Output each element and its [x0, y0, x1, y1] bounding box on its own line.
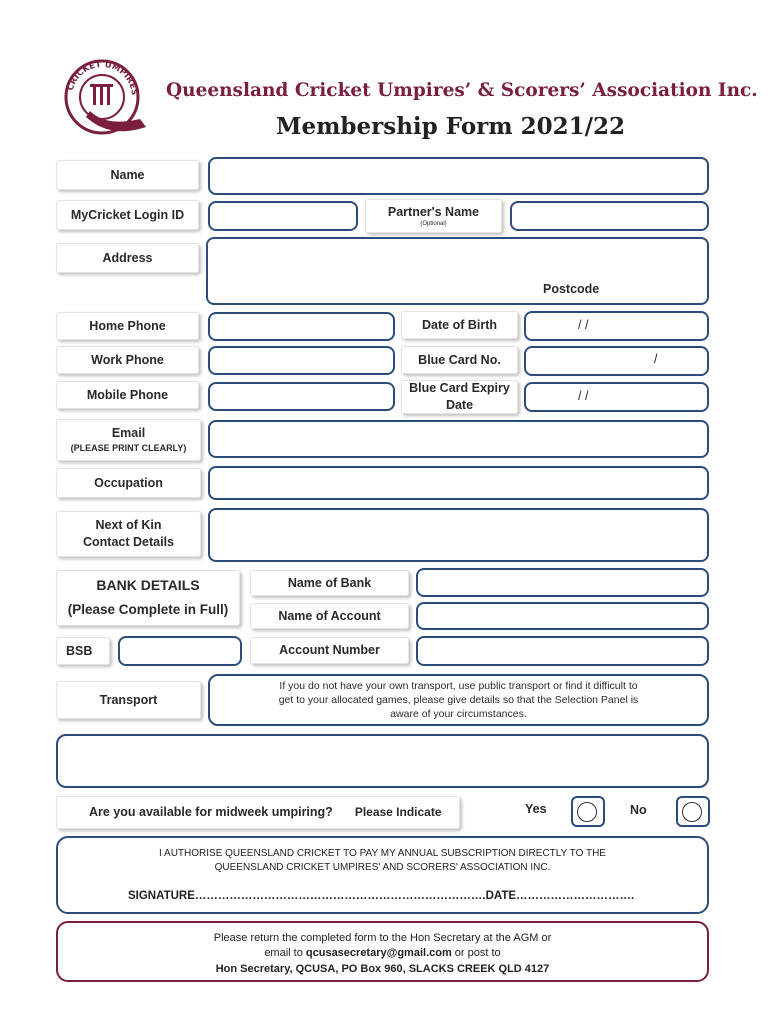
logo-text: CRICKET UMPIRES — [65, 59, 140, 97]
authorisation-box — [56, 836, 709, 914]
no-radio[interactable] — [676, 796, 710, 827]
name-of-account-field[interactable] — [416, 602, 709, 630]
yes-label: Yes — [525, 802, 547, 816]
no-label: No — [630, 803, 647, 817]
bsb-field[interactable] — [118, 636, 242, 666]
transport-label: Transport — [56, 681, 201, 719]
return-line-1: Please return the completed form to the Hon Secretary at the AGM or — [213, 932, 552, 944]
transport-note-1: If you do not have your own transport, use public transport or find it difficult to — [279, 679, 638, 692]
partner-field[interactable] — [510, 201, 709, 231]
yes-radio[interactable] — [571, 796, 605, 827]
blue-card-separator: / — [654, 352, 658, 366]
name-field[interactable] — [208, 157, 709, 195]
partner-optional: (Optional) — [420, 221, 447, 228]
transport-note-2: get to your allocated games, please give details so that the Selection Panel is — [278, 693, 639, 706]
return-line-3: Hon Secretary, QCUSA, PO Box 960, SLACKS CREEK QLD 4127 — [215, 962, 550, 975]
account-number-label: Account Number — [250, 637, 409, 664]
midweek-question: Are you available for midweek umpiring? — [89, 805, 333, 820]
blue-card-expiry-label: Blue Card Expiry Date — [401, 380, 518, 414]
occupation-label: Occupation — [56, 468, 201, 498]
transport-note-3: aware of your circumstances. — [390, 708, 527, 721]
account-number-field[interactable] — [416, 636, 709, 666]
email-note: (PLEASE PRINT CLEARLY) — [70, 443, 187, 454]
dob-label: Date of Birth — [401, 311, 518, 339]
work-phone-label: Work Phone — [56, 346, 199, 374]
blue-card-expiry-field[interactable] — [524, 382, 709, 412]
next-of-kin-field[interactable] — [208, 508, 709, 562]
mycricket-field[interactable] — [208, 201, 358, 231]
next-of-kin-label: Next of Kin Contact Details — [56, 511, 201, 557]
return-line-2: email to qcusasecretary@gmail.com or post to — [264, 947, 501, 960]
return-instructions-box — [56, 921, 709, 982]
name-of-account-label: Name of Account — [250, 603, 409, 629]
email-field[interactable] — [208, 420, 709, 458]
blue-card-field[interactable] — [524, 346, 709, 376]
name-of-bank-field[interactable] — [416, 568, 709, 597]
mycricket-label: MyCricket Login ID — [56, 200, 199, 230]
page-title: Membership Form 2021/22 — [276, 113, 626, 140]
authorisation-line-2: QUEENSLAND CRICKET UMPIRES' AND SCORERS' ASSOCIATION INC. — [214, 862, 551, 873]
partner-label: Partner's Name (Optional) — [365, 199, 502, 233]
midweek-box — [56, 796, 460, 829]
dob-separators: / / — [578, 318, 589, 332]
bank-note: (Please Complete in Full) — [67, 602, 229, 618]
mobile-phone-field[interactable] — [208, 382, 395, 411]
name-of-bank-label: Name of Bank — [250, 570, 409, 596]
mobile-phone-label: Mobile Phone — [56, 381, 199, 409]
authorisation-line-1: I AUTHORISE QUEENSLAND CRICKET TO PAY MY ANNUAL SUBSCRIPTION DIRECTLY TO THE — [159, 848, 606, 859]
signature-line[interactable]: SIGNATURE………………………………………………………………….DATE…………………………. — [128, 890, 635, 902]
transport-details-field[interactable] — [56, 734, 709, 788]
logo — [60, 57, 152, 137]
bsb-label: BSB — [56, 637, 110, 665]
secretary-email[interactable]: qcusasecretary@gmail.com — [305, 947, 452, 960]
transport-note-box — [208, 674, 709, 726]
email-label: Email (PLEASE PRINT CLEARLY) — [56, 419, 201, 461]
address-field[interactable] — [206, 237, 709, 305]
org-name: Queensland Cricket Umpires’ & Scorers’ Association Inc. — [166, 80, 758, 101]
expiry-separators: / / — [578, 389, 589, 403]
postcode-label: Postcode — [543, 282, 600, 296]
address-label: Address — [56, 243, 199, 273]
work-phone-field[interactable] — [208, 346, 395, 375]
midweek-indicate: Please Indicate — [354, 805, 442, 820]
blue-card-label: Blue Card No. — [401, 346, 518, 374]
bank-heading: BANK DETAILS — [96, 577, 200, 594]
home-phone-field[interactable] — [208, 312, 395, 341]
dob-field[interactable] — [524, 311, 709, 341]
bank-details-box — [56, 570, 240, 626]
home-phone-label: Home Phone — [56, 312, 199, 340]
occupation-field[interactable] — [208, 466, 709, 500]
name-label: Name — [56, 160, 199, 190]
